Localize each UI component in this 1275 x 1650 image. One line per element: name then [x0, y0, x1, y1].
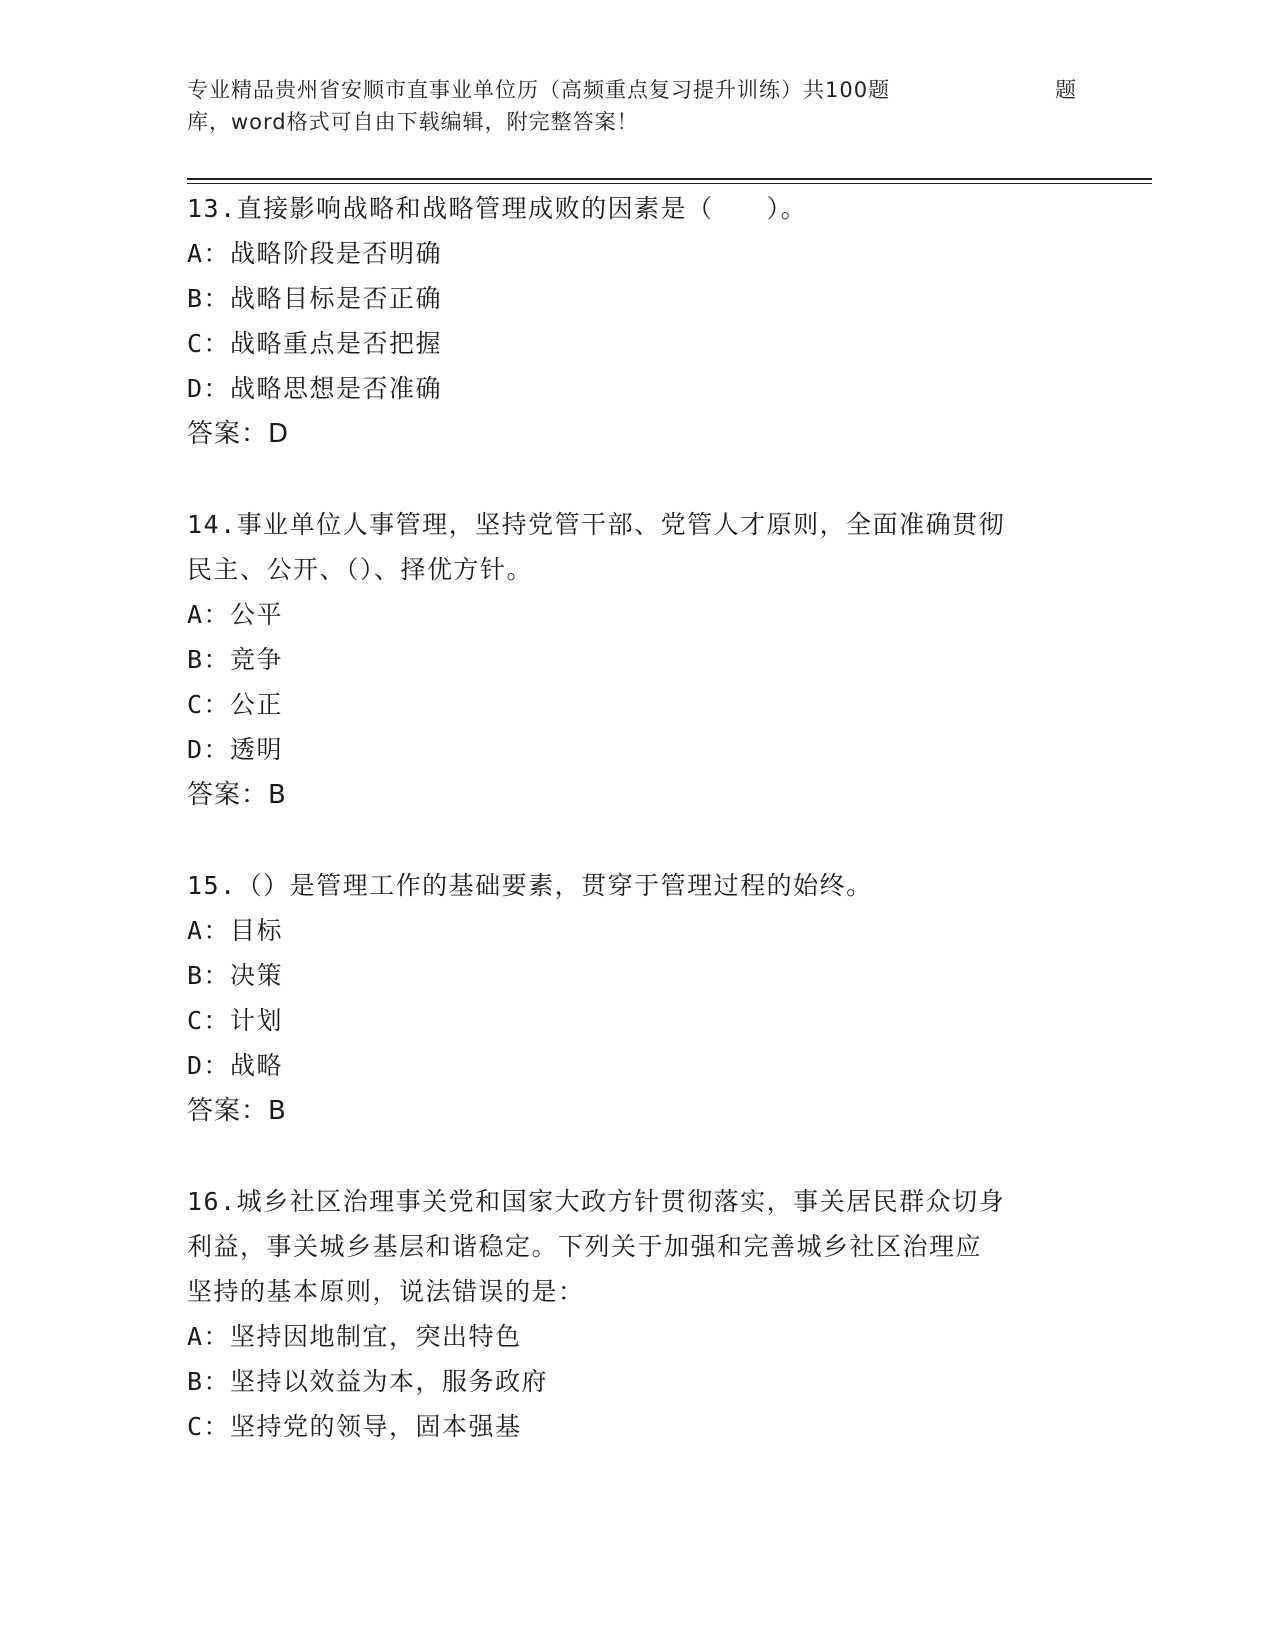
question-line: 利益，事关城乡基层和谐稳定。下列关于加强和完善城乡社区治理应 — [187, 1232, 983, 1261]
spacer — [187, 818, 1087, 863]
question-16 — [187, 1179, 1087, 1449]
spacer — [187, 457, 1087, 502]
question-text — [187, 863, 1087, 908]
question-line: 坚持的基本原则，说法错误的是： — [187, 1277, 585, 1306]
question-14 — [187, 502, 1087, 818]
header-rule-thick — [187, 178, 1152, 180]
question-text — [187, 186, 1087, 231]
question-line: 15.（）是管理工作的基础要素，贯穿于管理过程的始终。 — [187, 871, 873, 900]
question-list — [187, 186, 1087, 1449]
header-rule-thin — [187, 183, 1152, 184]
question-text — [187, 1179, 1087, 1314]
option-b: B：坚持以效益为本，服务政府 — [187, 1367, 549, 1396]
option-c: C：坚持党的领导，固本强基 — [187, 1412, 522, 1441]
question-line: 民主、公开、（）、择优方针。 — [187, 555, 534, 584]
question-text — [187, 502, 1087, 592]
option-c: C：计划 — [187, 1006, 284, 1035]
header-line-2: 库，word格式可自由下载编辑，附完整答案！ — [187, 110, 639, 134]
spacer — [187, 1134, 1087, 1179]
header-line-1 — [187, 74, 1087, 106]
answer: 答案：B — [187, 780, 287, 810]
answer: 答案：D — [187, 419, 290, 449]
option-c: C：战略重点是否把握 — [187, 329, 443, 358]
question-line: 13.直接影响战略和战略管理成败的因素是（ ）。 — [187, 194, 808, 223]
option-c: C：公正 — [187, 690, 284, 719]
option-b: B：战略目标是否正确 — [187, 284, 443, 313]
question-line: 16.城乡社区治理事关党和国家大政方针贯彻落实，事关居民群众切身 — [187, 1187, 1006, 1216]
header-title-tail: 题 — [1055, 78, 1077, 102]
option-d: D：战略思想是否准确 — [187, 374, 443, 403]
answer: 答案：B — [187, 1096, 287, 1126]
option-a: A：坚持因地制宜，突出特色 — [187, 1322, 522, 1351]
option-b: B：竞争 — [187, 645, 284, 674]
page-header — [187, 74, 1087, 138]
question-13 — [187, 186, 1087, 457]
option-a: A：公平 — [187, 600, 284, 629]
question-line: 14.事业单位人事管理，坚持党管干部、党管人才原则，全面准确贯彻 — [187, 510, 1006, 539]
option-d: D：战略 — [187, 1051, 284, 1080]
option-d: D：透明 — [187, 735, 284, 764]
option-a: A：目标 — [187, 916, 284, 945]
header-title: 专业精品贵州省安顺市直事业单位历（高频重点复习提升训练）共100题 — [187, 78, 891, 102]
option-a: A：战略阶段是否明确 — [187, 239, 443, 268]
question-15 — [187, 863, 1087, 1134]
option-b: B：决策 — [187, 961, 284, 990]
